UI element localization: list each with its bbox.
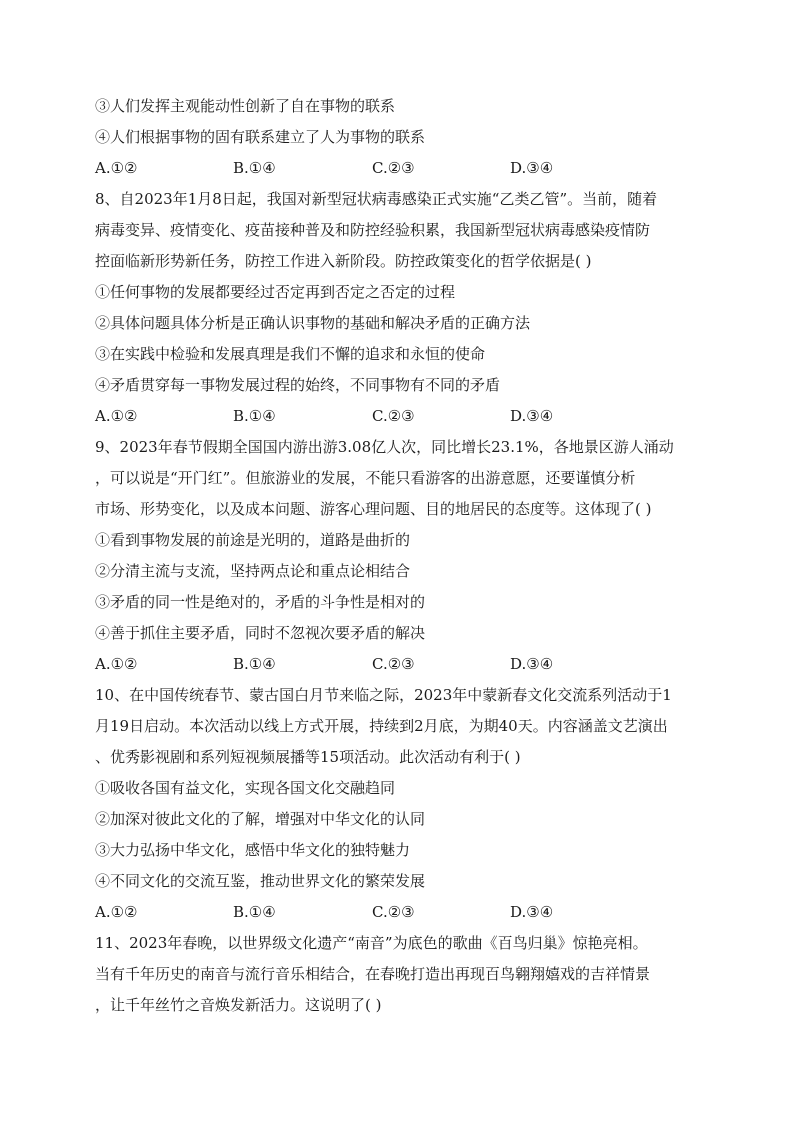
q10-stem-line-3: 、优秀影视剧和系列短视频展播等15项活动。此次活动有利于( ) [95,748,521,766]
q9-statement-3: ③矛盾的同一性是绝对的，矛盾的斗争性是相对的 [95,593,426,611]
q8-stem-line-1: 8、自2023年1月8日起，我国对新型冠状病毒感染正式实施“乙类乙管”。当前，随着 [95,190,658,208]
q7-statement-3: ③人们发挥主观能动性创新了自在事物的联系 [95,97,396,115]
q9-stem-line-2: ，可以说是“开门红”。但旅游业的发展，不能只看游客的出游意愿，还要谨慎分析 [95,469,636,487]
q8-statement-1: ①任何事物的发展都要经过否定再到否定之否定的过程 [95,283,456,301]
q8-option-a[interactable]: A.①② [95,407,138,425]
q7-option-d[interactable]: D.③④ [510,159,554,177]
q9-option-b[interactable]: B.①④ [233,655,276,673]
q10-statement-1: ①吸收各国有益文化，实现各国文化交融趋同 [95,779,396,797]
q8-stem-line-2: 病毒变异、疫情变化、疫苗接种普及和防控经验积累，我国新型冠状病毒感染疫情防 [95,221,651,239]
q9-option-a[interactable]: A.①② [95,655,138,673]
q10-options [95,902,695,922]
q10-statement-3: ③大力弘扬中华文化，感悟中华文化的独特魅力 [95,841,411,859]
q10-statement-2: ②加深对彼此文化的了解，增强对中华文化的认同 [95,810,426,828]
q7-options [95,158,695,178]
q9-options [95,654,695,674]
q8-option-d[interactable]: D.③④ [510,407,554,425]
q8-statement-2: ②具体问题具体分析是正确认识事物的基础和解决矛盾的正确方法 [95,314,531,332]
q9-statement-1: ①看到事物发展的前途是光明的，道路是曲折的 [95,531,411,549]
q11-stem-line-1: 11、2023年春晚，以世界级文化遗产“南音”为底色的歌曲《百鸟归巢》惊艳亮相。 [95,934,648,952]
q8-option-b[interactable]: B.①④ [233,407,276,425]
q9-statement-2: ②分清主流与支流，坚持两点论和重点论相结合 [95,562,411,580]
q8-option-c[interactable]: C.②③ [372,407,415,425]
q7-option-c[interactable]: C.②③ [372,159,415,177]
q9-option-d[interactable]: D.③④ [510,655,554,673]
q8-statement-4: ④矛盾贯穿每一事物发展过程的始终，不同事物有不同的矛盾 [95,376,501,394]
q7-statement-4: ④人们根据事物的固有联系建立了人为事物的联系 [95,128,426,146]
q7-option-b[interactable]: B.①④ [233,159,276,177]
q8-stem-line-3: 控面临新形势新任务，防控工作进入新阶段。防控政策变化的哲学依据是( ) [95,252,592,270]
q9-option-c[interactable]: C.②③ [372,655,415,673]
q10-option-b[interactable]: B.①④ [233,903,276,921]
q10-statement-4: ④不同文化的交流互鉴，推动世界文化的繁荣发展 [95,872,426,890]
q11-stem-line-2: 当有千年历史的南音与流行音乐相结合，在春晚打造出再现百鸟翱翔嬉戏的吉祥情景 [95,965,651,983]
q11-stem-line-3: ，让千年丝竹之音焕发新活力。这说明了( ) [95,996,382,1014]
q10-stem-line-2: 月19日启动。本次活动以线上方式开展，持续到2月底，为期40天。内容涵盖文艺演出 [95,717,668,735]
q7-option-a[interactable]: A.①② [95,159,138,177]
q8-options [95,406,695,426]
q10-option-d[interactable]: D.③④ [510,903,554,921]
q9-stem-line-1: 9、2023年春节假期全国国内游出游3.08亿人次，同比增长23.1%，各地景区游人涌动 [95,438,674,456]
q10-stem-line-1: 10、在中国传统春节、蒙古国白月节来临之际，2023年中蒙新春文化交流系列活动于1 [95,686,672,704]
q9-stem-line-3: 市场、形势变化，以及成本问题、游客心理问题、目的地居民的态度等。这体现了( ) [95,500,652,518]
q8-statement-3: ③在实践中检验和发展真理是我们不懈的追求和永恒的使命 [95,345,486,363]
q10-option-c[interactable]: C.②③ [372,903,415,921]
q9-statement-4: ④善于抓住主要矛盾，同时不忽视次要矛盾的解决 [95,624,426,642]
q10-option-a[interactable]: A.①② [95,903,138,921]
